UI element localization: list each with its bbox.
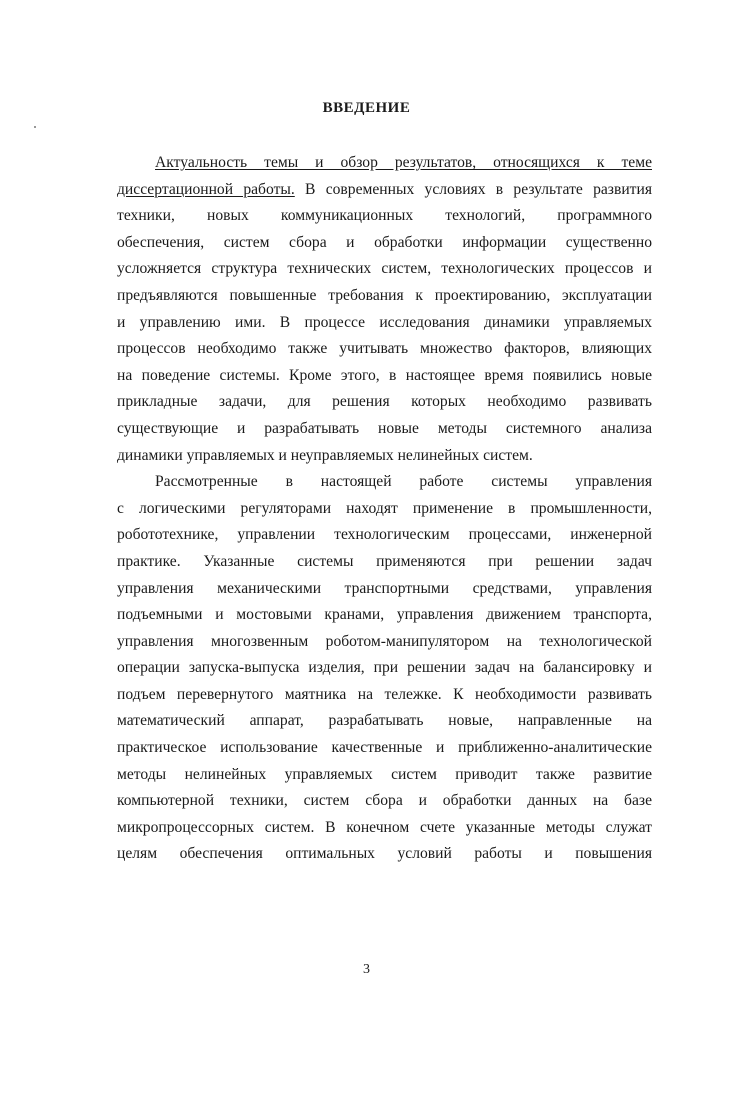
text-line: на поведение системы. Кроме этого, в настоящее время появились новые bbox=[117, 366, 652, 384]
text-line: существующие и разрабатывать новые методы системного анализа bbox=[117, 419, 652, 437]
text-line: с логическими регуляторами находят применение в промышленности, bbox=[117, 499, 652, 517]
text-line bbox=[117, 177, 652, 204]
text-line: процессов необходимо также учитывать множество факторов, влияющих bbox=[117, 340, 652, 358]
text-line: и управлению ими. В процессе исследования динамики управляемых bbox=[117, 313, 652, 331]
text-line: усложняется структура технических систем, технологических процессов и bbox=[117, 260, 652, 278]
page-number: 3 bbox=[363, 962, 370, 977]
text-line: управления многозвенным роботом-манипулятором на технологической bbox=[117, 632, 652, 650]
text-line: робототехнике, управлении технологическим процессами, инженерной bbox=[117, 526, 652, 544]
text-line: техники, новых коммуникационных технологий, программного bbox=[117, 207, 652, 225]
underlined-text: диссертационной работы. bbox=[117, 180, 295, 198]
text-line: микропроцессорных систем. В конечном счете указанные методы служат bbox=[117, 818, 652, 836]
text-line: управления механическими транспортными средствами, управления bbox=[117, 579, 652, 597]
paragraph-2 bbox=[117, 469, 652, 868]
text-line: математический аппарат, разрабатывать новые, направленные на bbox=[117, 712, 652, 730]
text-line: практике. Указанные системы применяются при решении задач bbox=[117, 552, 652, 570]
text-line: подъемными и мостовыми кранами, управления движением транспорта, bbox=[117, 606, 652, 624]
text-line: динамики управляемых и неуправляемых нелинейных систем. bbox=[117, 446, 533, 464]
line-text: В современных условиях в результате развития bbox=[294, 180, 652, 198]
text-line: подъем перевернутого маятника на тележке. К необходимости развивать bbox=[117, 685, 652, 703]
text-line: целям обеспечения оптимальных условий работы и повышения bbox=[117, 845, 652, 863]
underlined-text: Актуальность темы и обзор результатов, относящихся к теме bbox=[155, 154, 652, 171]
section-heading: ВВЕДЕНИЕ bbox=[322, 100, 411, 116]
text-line bbox=[117, 150, 652, 177]
text-line: методы нелинейных управляемых систем приводит также развитие bbox=[117, 765, 652, 783]
scan-speck bbox=[34, 126, 36, 128]
text-line: прикладные задачи, для решения которых необходимо развивать bbox=[117, 393, 652, 411]
paragraph-1 bbox=[117, 150, 652, 469]
text-line: предъявляются повышенные требования к проектированию, эксплуатации bbox=[117, 286, 652, 304]
text-line: операции запуска-выпуска изделия, при решении задач на балансировку и bbox=[117, 659, 652, 677]
text-line: обеспечения, систем сбора и обработки информации существенно bbox=[117, 233, 652, 251]
body-text bbox=[117, 150, 652, 868]
text-line: компьютерной техники, систем сбора и обработки данных на базе bbox=[117, 792, 652, 810]
text-line: Рассмотренные в настоящей работе системы управления bbox=[155, 473, 652, 491]
text-line: практическое использование качественные и приближенно-аналитические bbox=[117, 739, 652, 757]
